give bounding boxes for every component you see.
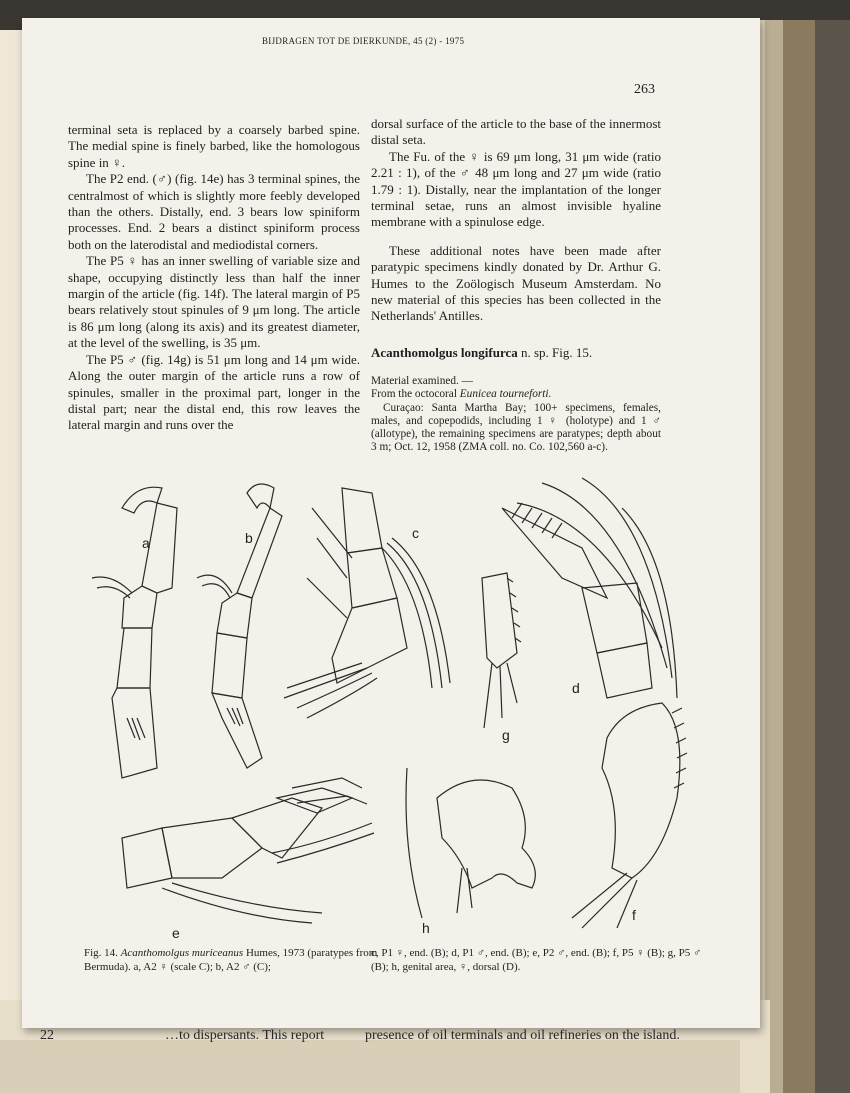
book-cover-edge xyxy=(815,20,850,1093)
species-heading xyxy=(371,345,661,361)
figure-14-illustration xyxy=(62,468,712,938)
species-heading-rest: n. sp. Fig. 15. xyxy=(517,344,593,360)
page-stack-edge xyxy=(765,20,785,1093)
right-column xyxy=(371,116,661,455)
drawing-d xyxy=(502,478,677,698)
paragraph: dorsal surface of the article to the base of the innermost distal seta. xyxy=(371,116,661,148)
material-details: Curaçao: Santa Martha Bay; 100+ specimens, females, males, and copepodids, including 1 ♀ (holotype) and 1 ♂ (allotype), the remaining specimens are paratypes; depth about 3 m; Oct. 12, 1958 (ZMA coll. no. Co. 102,560 a-c). xyxy=(371,401,661,454)
drawing-g xyxy=(482,573,521,728)
figure-label-f: f xyxy=(632,907,636,923)
drawing-f xyxy=(572,703,687,928)
drawing-c xyxy=(284,488,450,718)
figure-label-b: b xyxy=(245,530,253,546)
page-stack-edge xyxy=(783,20,818,1093)
figure-label-h: h xyxy=(422,920,430,936)
drawing-a xyxy=(92,487,177,778)
paragraph: The P5 ♀ has an inner swelling of variable size and shape, occupying distinctly less than half the inner margin of the article (fig. 14f). The lateral margin of P5 bears relatively stout spinules of 9 μm long. The article is 86 μm long (along its axis) and its greatest diameter, at the level of the swelling, is 35 μm. xyxy=(68,253,360,351)
underlying-page-number: 22 xyxy=(40,1028,54,1043)
figure-caption-right: c, P1 ♀, end. (B); d, P1 ♂, end. (B); e, P2 ♂, end. (B); f, P5 ♀ (B); g, P5 ♂ (B); h, genital area, ♀, dorsal (D). xyxy=(371,947,702,973)
paragraph: These additional notes have been made after paratypic specimens kindly donated by Dr. Arthur G. Humes to the Zoölogisch Museum Amsterdam. No new material of this species has been collected in the Netherlands' Antilles. xyxy=(371,242,661,324)
paragraph: The P5 ♂ (fig. 14g) is 51 μm long and 14 μm wide. Along the outer margin of the article runs a row of spinules, smaller in the proximal part, longer in the distal part; near the distal end, this row leaves the lateral margin and runs over the xyxy=(68,351,360,433)
page-number: 263 xyxy=(634,82,655,97)
material-heading: Material examined. — xyxy=(371,375,473,388)
paragraph: The P2 end. (♂) (fig. 14e) has 3 terminal spines, the centralmost of which is slightly more feebly developed than the others. Distally, end. 3 bears low spiniform processes. End. 2 bears a distinct spiniform process both on the laterodistal and mediodistal corners. xyxy=(68,171,360,252)
running-head: BIJDRAGEN TOT DE DIERKUNDE, 45 (2) - 1975 xyxy=(262,36,465,46)
material-host: From the octocoral Eunicea tourneforti. xyxy=(371,388,552,401)
caption-species: Acanthomolgus muriceanus xyxy=(120,947,244,959)
drawing-h xyxy=(406,768,535,918)
paragraph: The Fu. of the ♀ is 69 μm long, 31 μm wide (ratio 2.21 : 1), of the ♂ 48 μm long and 27 μm wide (ratio 1.79 : 1). Distally, near the implantation of the longer terminal setae, runs an almost invisible hyaline membrane with a spinulose edge. xyxy=(371,148,661,230)
material-section xyxy=(371,375,661,454)
figure-caption-left: Fig. 14. Acanthomolgus muriceanus Humes, 1973 (paratypes from Bermuda). a, A2 ♀ (scale C); b, A2 ♂ (C); xyxy=(84,947,378,973)
figure-label-g: g xyxy=(502,727,510,743)
figure-label-d: d xyxy=(572,680,580,696)
host-species: Eunicea tourneforti. xyxy=(459,388,552,401)
underlying-page-text: …to dispersants. This report xyxy=(165,1028,325,1043)
left-column xyxy=(68,122,360,434)
species-name: Acanthomolgus longifurca xyxy=(371,344,518,360)
drawing-e xyxy=(122,778,374,923)
drawing-b xyxy=(197,484,282,768)
paragraph: terminal seta is replaced by a coarsely barbed spine. The medial spine is finely barbed, like the homologous spine in ♀. xyxy=(68,122,360,170)
journal-page xyxy=(22,18,760,1028)
figure-label-e: e xyxy=(172,925,180,938)
figure-label-c: c xyxy=(412,525,419,541)
underlying-page-text: presence of oil terminals and oil refineries on the island. xyxy=(365,1028,680,1043)
underlying-page xyxy=(0,1040,740,1093)
figure-label-a: a xyxy=(142,535,150,551)
